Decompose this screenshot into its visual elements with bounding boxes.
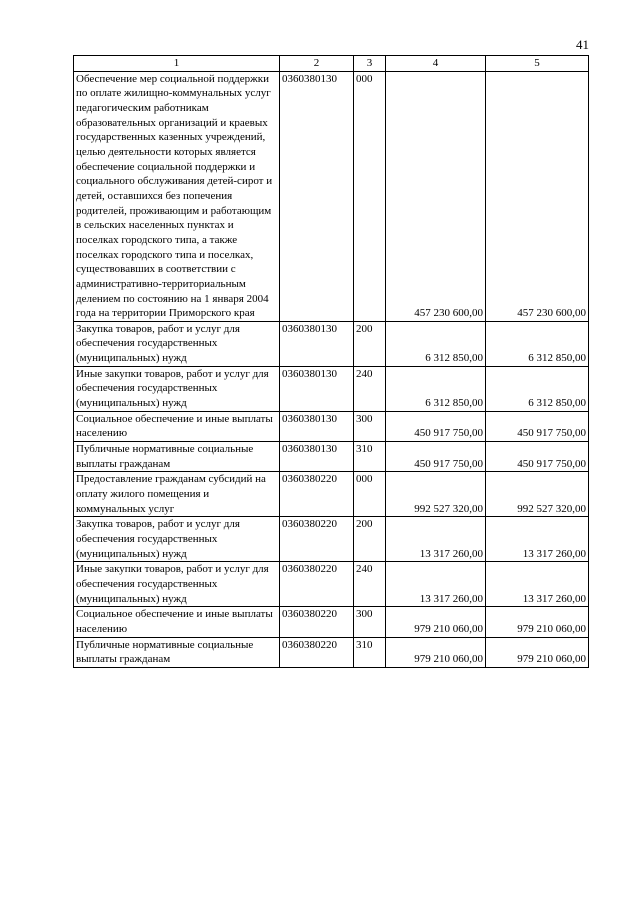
table-row bbox=[74, 517, 589, 562]
row-value-5: 6 312 850,00 bbox=[486, 321, 589, 366]
row-type: 300 bbox=[354, 607, 386, 637]
row-name: Закупка товаров, работ и услуг для обеспечения государственных (муниципальных) нужд bbox=[74, 321, 280, 366]
row-value-5: 450 917 750,00 bbox=[486, 411, 589, 441]
row-value-4: 979 210 060,00 bbox=[386, 637, 486, 667]
column-header-1: 1 bbox=[74, 56, 280, 72]
row-code: 0360380220 bbox=[280, 562, 354, 607]
table-row bbox=[74, 71, 589, 321]
row-type: 200 bbox=[354, 517, 386, 562]
row-code: 0360380130 bbox=[280, 71, 354, 321]
row-value-4: 6 312 850,00 bbox=[386, 366, 486, 411]
row-code: 0360380130 bbox=[280, 321, 354, 366]
row-code: 0360380130 bbox=[280, 442, 354, 472]
row-value-5: 13 317 260,00 bbox=[486, 517, 589, 562]
table-row bbox=[74, 411, 589, 441]
column-header-5: 5 bbox=[486, 56, 589, 72]
row-name: Публичные нормативные социальные выплаты гражданам bbox=[74, 637, 280, 667]
row-name: Предоставление гражданам субсидий на оплату жилого помещения и коммунальных услуг bbox=[74, 472, 280, 517]
page-number: 41 bbox=[576, 37, 589, 52]
table-row bbox=[74, 472, 589, 517]
budget-table bbox=[73, 55, 589, 668]
table-row bbox=[74, 607, 589, 637]
column-header-2: 2 bbox=[280, 56, 354, 72]
table-header-row bbox=[74, 56, 589, 72]
row-type: 240 bbox=[354, 562, 386, 607]
table-row bbox=[74, 321, 589, 366]
row-value-4: 450 917 750,00 bbox=[386, 442, 486, 472]
row-code: 0360380220 bbox=[280, 472, 354, 517]
row-value-4: 979 210 060,00 bbox=[386, 607, 486, 637]
row-type: 300 bbox=[354, 411, 386, 441]
row-value-4: 6 312 850,00 bbox=[386, 321, 486, 366]
row-value-5: 6 312 850,00 bbox=[486, 366, 589, 411]
row-name: Иные закупки товаров, работ и услуг для обеспечения государственных (муниципальных) нужд bbox=[74, 562, 280, 607]
table-row bbox=[74, 562, 589, 607]
row-value-5: 992 527 320,00 bbox=[486, 472, 589, 517]
row-value-4: 13 317 260,00 bbox=[386, 562, 486, 607]
row-value-4: 992 527 320,00 bbox=[386, 472, 486, 517]
row-name: Социальное обеспечение и иные выплаты населению bbox=[74, 411, 280, 441]
row-type: 200 bbox=[354, 321, 386, 366]
row-value-4: 457 230 600,00 bbox=[386, 71, 486, 321]
column-header-4: 4 bbox=[386, 56, 486, 72]
row-name: Закупка товаров, работ и услуг для обеспечения государственных (муниципальных) нужд bbox=[74, 517, 280, 562]
row-name: Иные закупки товаров, работ и услуг для обеспечения государственных (муниципальных) нужд bbox=[74, 366, 280, 411]
table-row bbox=[74, 366, 589, 411]
row-code: 0360380130 bbox=[280, 411, 354, 441]
row-code: 0360380220 bbox=[280, 517, 354, 562]
row-value-5: 450 917 750,00 bbox=[486, 442, 589, 472]
row-code: 0360380220 bbox=[280, 607, 354, 637]
row-code: 0360380220 bbox=[280, 637, 354, 667]
row-value-5: 979 210 060,00 bbox=[486, 607, 589, 637]
row-name: Обеспечение мер социальной поддержки по оплате жилищно-коммунальных услуг педагогическим работникам образовательных организаций и краевых государственных казенных учреждений, целью деятельности которых является обеспечение социальной поддержки и социального обслуживания детей-сирот и детей, оставшихся без попечения родителей, проживающим и работающим в сельских населенных пунктах и поселках городского типа, а также поселках городского типа и поселках, существовавших в соответствии с административно-территориальным делением по состоянию на 1 января 2004 года на территории Приморского края bbox=[74, 71, 280, 321]
row-type: 000 bbox=[354, 472, 386, 517]
row-type: 000 bbox=[354, 71, 386, 321]
table-row bbox=[74, 442, 589, 472]
row-value-4: 13 317 260,00 bbox=[386, 517, 486, 562]
row-type: 310 bbox=[354, 637, 386, 667]
row-type: 310 bbox=[354, 442, 386, 472]
row-value-5: 457 230 600,00 bbox=[486, 71, 589, 321]
row-value-5: 979 210 060,00 bbox=[486, 637, 589, 667]
table-row bbox=[74, 637, 589, 667]
row-name: Социальное обеспечение и иные выплаты населению bbox=[74, 607, 280, 637]
row-type: 240 bbox=[354, 366, 386, 411]
row-value-5: 13 317 260,00 bbox=[486, 562, 589, 607]
row-code: 0360380130 bbox=[280, 366, 354, 411]
row-name: Публичные нормативные социальные выплаты гражданам bbox=[74, 442, 280, 472]
column-header-3: 3 bbox=[354, 56, 386, 72]
row-value-4: 450 917 750,00 bbox=[386, 411, 486, 441]
